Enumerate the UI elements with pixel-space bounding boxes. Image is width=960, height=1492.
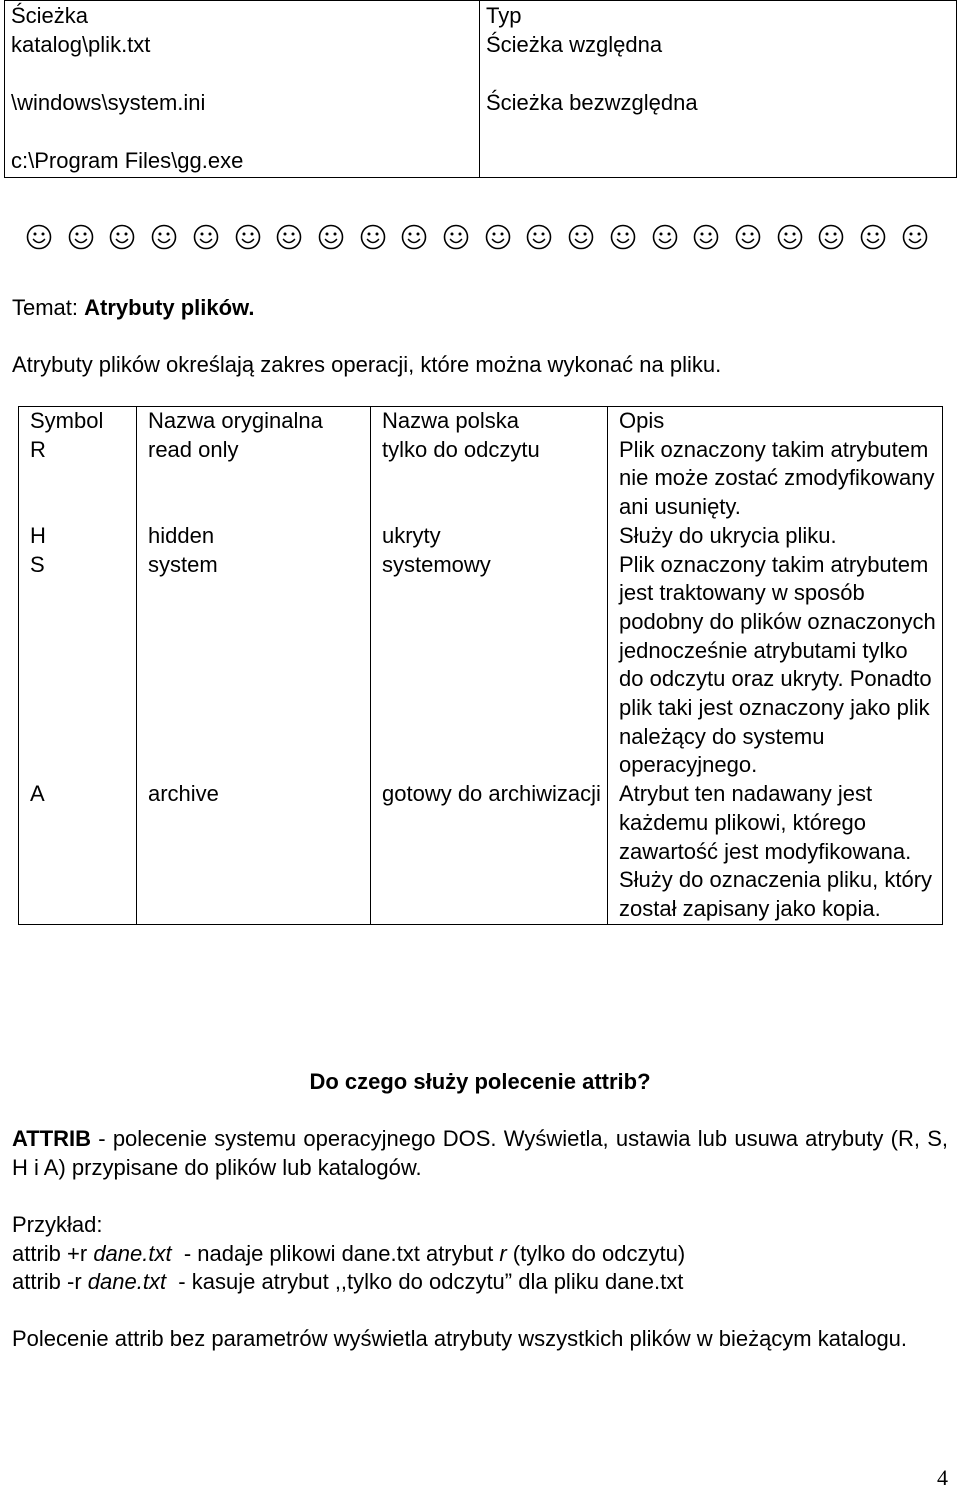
- smiley-icon: [693, 224, 719, 250]
- smiley-icon: [26, 224, 52, 250]
- attr-description: Plik oznaczony takim atrybutem nie może zostać zmodyfikowany ani usunięty.: [608, 436, 943, 522]
- example-command: attrib -r: [12, 1269, 88, 1294]
- attr-original-name: read only: [137, 436, 371, 522]
- attr-symbol: S: [19, 551, 137, 781]
- attr-polish-name: systemowy: [371, 551, 608, 781]
- smiley-icon: [151, 224, 177, 250]
- attr-symbol: R: [19, 436, 137, 522]
- smiley-icon: [318, 224, 344, 250]
- attrib-description: - polecenie systemu operacyjnego DOS. Wyświetla, ustawia lub usuwa atrybuty (R, S, H i A) przypisane do plików lub katalogów.: [12, 1126, 948, 1180]
- paths-header-type: Typ: [486, 3, 522, 28]
- attr-original-name: system: [137, 551, 371, 781]
- no-param-paragraph: Polecenie attrib bez parametrów wyświetla atrybuty wszystkich plików w bieżącym katalogu.: [12, 1326, 908, 1351]
- smiley-icon: [818, 224, 844, 250]
- attr-polish-name: ukryty: [371, 522, 608, 551]
- smiley-icon: [360, 224, 386, 250]
- smiley-icon: [652, 224, 678, 250]
- smiley-icon: [193, 224, 219, 250]
- attributes-header-row: [19, 407, 943, 436]
- attr-symbol: H: [19, 522, 137, 551]
- example-command: attrib +r: [12, 1241, 94, 1266]
- smiley-icon: [485, 224, 511, 250]
- example-label: Przykład:: [12, 1212, 103, 1237]
- intro-text: Atrybuty plików określają zakres operacji, które można wykonać na pliku.: [12, 352, 722, 377]
- attr-original-name: archive: [137, 780, 371, 924]
- smiley-icon: [902, 224, 928, 250]
- smiley-icon: [235, 224, 261, 250]
- smiley-icon: [401, 224, 427, 250]
- page-number: 4: [937, 1465, 948, 1490]
- spacer: [486, 59, 956, 88]
- smiley-icon: [109, 224, 135, 250]
- topic-title: Atrybuty plików.: [84, 295, 255, 320]
- example-text: (tylko do odczytu): [506, 1241, 686, 1266]
- smiley-row: [4, 224, 956, 250]
- question-heading: Do czego służy polecenie attrib?: [309, 1069, 651, 1094]
- attr-polish-name: gotowy do archiwizacji: [371, 780, 608, 924]
- attrib-keyword: ATTRIB: [12, 1126, 92, 1151]
- example-file: dane.txt: [87, 1269, 167, 1294]
- table-row: [19, 780, 943, 924]
- attr-description: Służy do ukrycia pliku.: [608, 522, 943, 551]
- smiley-icon: [276, 224, 302, 250]
- smiley-icon: [68, 224, 94, 250]
- spacer: [11, 117, 479, 146]
- type-value: Ścieżka bezwzględna: [486, 90, 698, 115]
- smiley-icon: [610, 224, 636, 250]
- paths-cell-type: [480, 1, 957, 178]
- attr-polish-name: tylko do odczytu: [371, 436, 608, 522]
- smiley-icon: [443, 224, 469, 250]
- example-line-2: [12, 1267, 683, 1296]
- header-symbol: Symbol: [19, 407, 137, 436]
- topic-label: Temat:: [12, 295, 85, 320]
- table-row: [19, 522, 943, 551]
- example-text: - kasuje atrybut ,,tylko do odczytu” dla pliku dane.txt: [166, 1269, 684, 1294]
- paths-table: [4, 0, 957, 178]
- topic-line: [12, 293, 254, 322]
- attrib-paragraph: [12, 1124, 948, 1182]
- example-text: - nadaje plikowi dane.txt atrybut: [171, 1241, 500, 1266]
- spacer: [11, 59, 479, 88]
- table-row: [19, 436, 943, 522]
- example-line-1: [12, 1239, 685, 1268]
- attr-description: Plik oznaczony takim atrybutem jest traktowany w sposób podobny do plików oznaczonych jednocześnie atrybutami tylko do odczytu oraz ukryty. Ponadto plik taki jest oznaczony jako plik należący do systemu operacyjnego.: [608, 551, 943, 781]
- attr-symbol: A: [19, 780, 137, 924]
- smiley-icon: [777, 224, 803, 250]
- smiley-icon: [860, 224, 886, 250]
- header-original-name: Nazwa oryginalna: [137, 407, 371, 436]
- table-row: [19, 551, 943, 781]
- smiley-icon: [568, 224, 594, 250]
- example-attr: r: [499, 1241, 507, 1266]
- path-value: katalog\plik.txt: [11, 32, 151, 57]
- smiley-icon: [735, 224, 761, 250]
- paths-cell-path: [5, 1, 480, 178]
- type-value: Ścieżka względna: [486, 32, 663, 57]
- attributes-table: [18, 406, 943, 925]
- header-description: Opis: [608, 407, 943, 436]
- smiley-icon: [526, 224, 552, 250]
- header-polish-name: Nazwa polska: [371, 407, 608, 436]
- attr-original-name: hidden: [137, 522, 371, 551]
- paths-header-path: Ścieżka: [11, 3, 89, 28]
- example-file: dane.txt: [93, 1241, 172, 1266]
- attr-description: Atrybut ten nadawany jest każdemu plikowi, którego zawartość jest modyfikowana. Służy do oznaczenia pliku, który został zapisany jako kopia.: [608, 780, 943, 924]
- path-value: \windows\system.ini: [11, 90, 206, 115]
- path-value: c:\Program Files\gg.exe: [11, 148, 244, 173]
